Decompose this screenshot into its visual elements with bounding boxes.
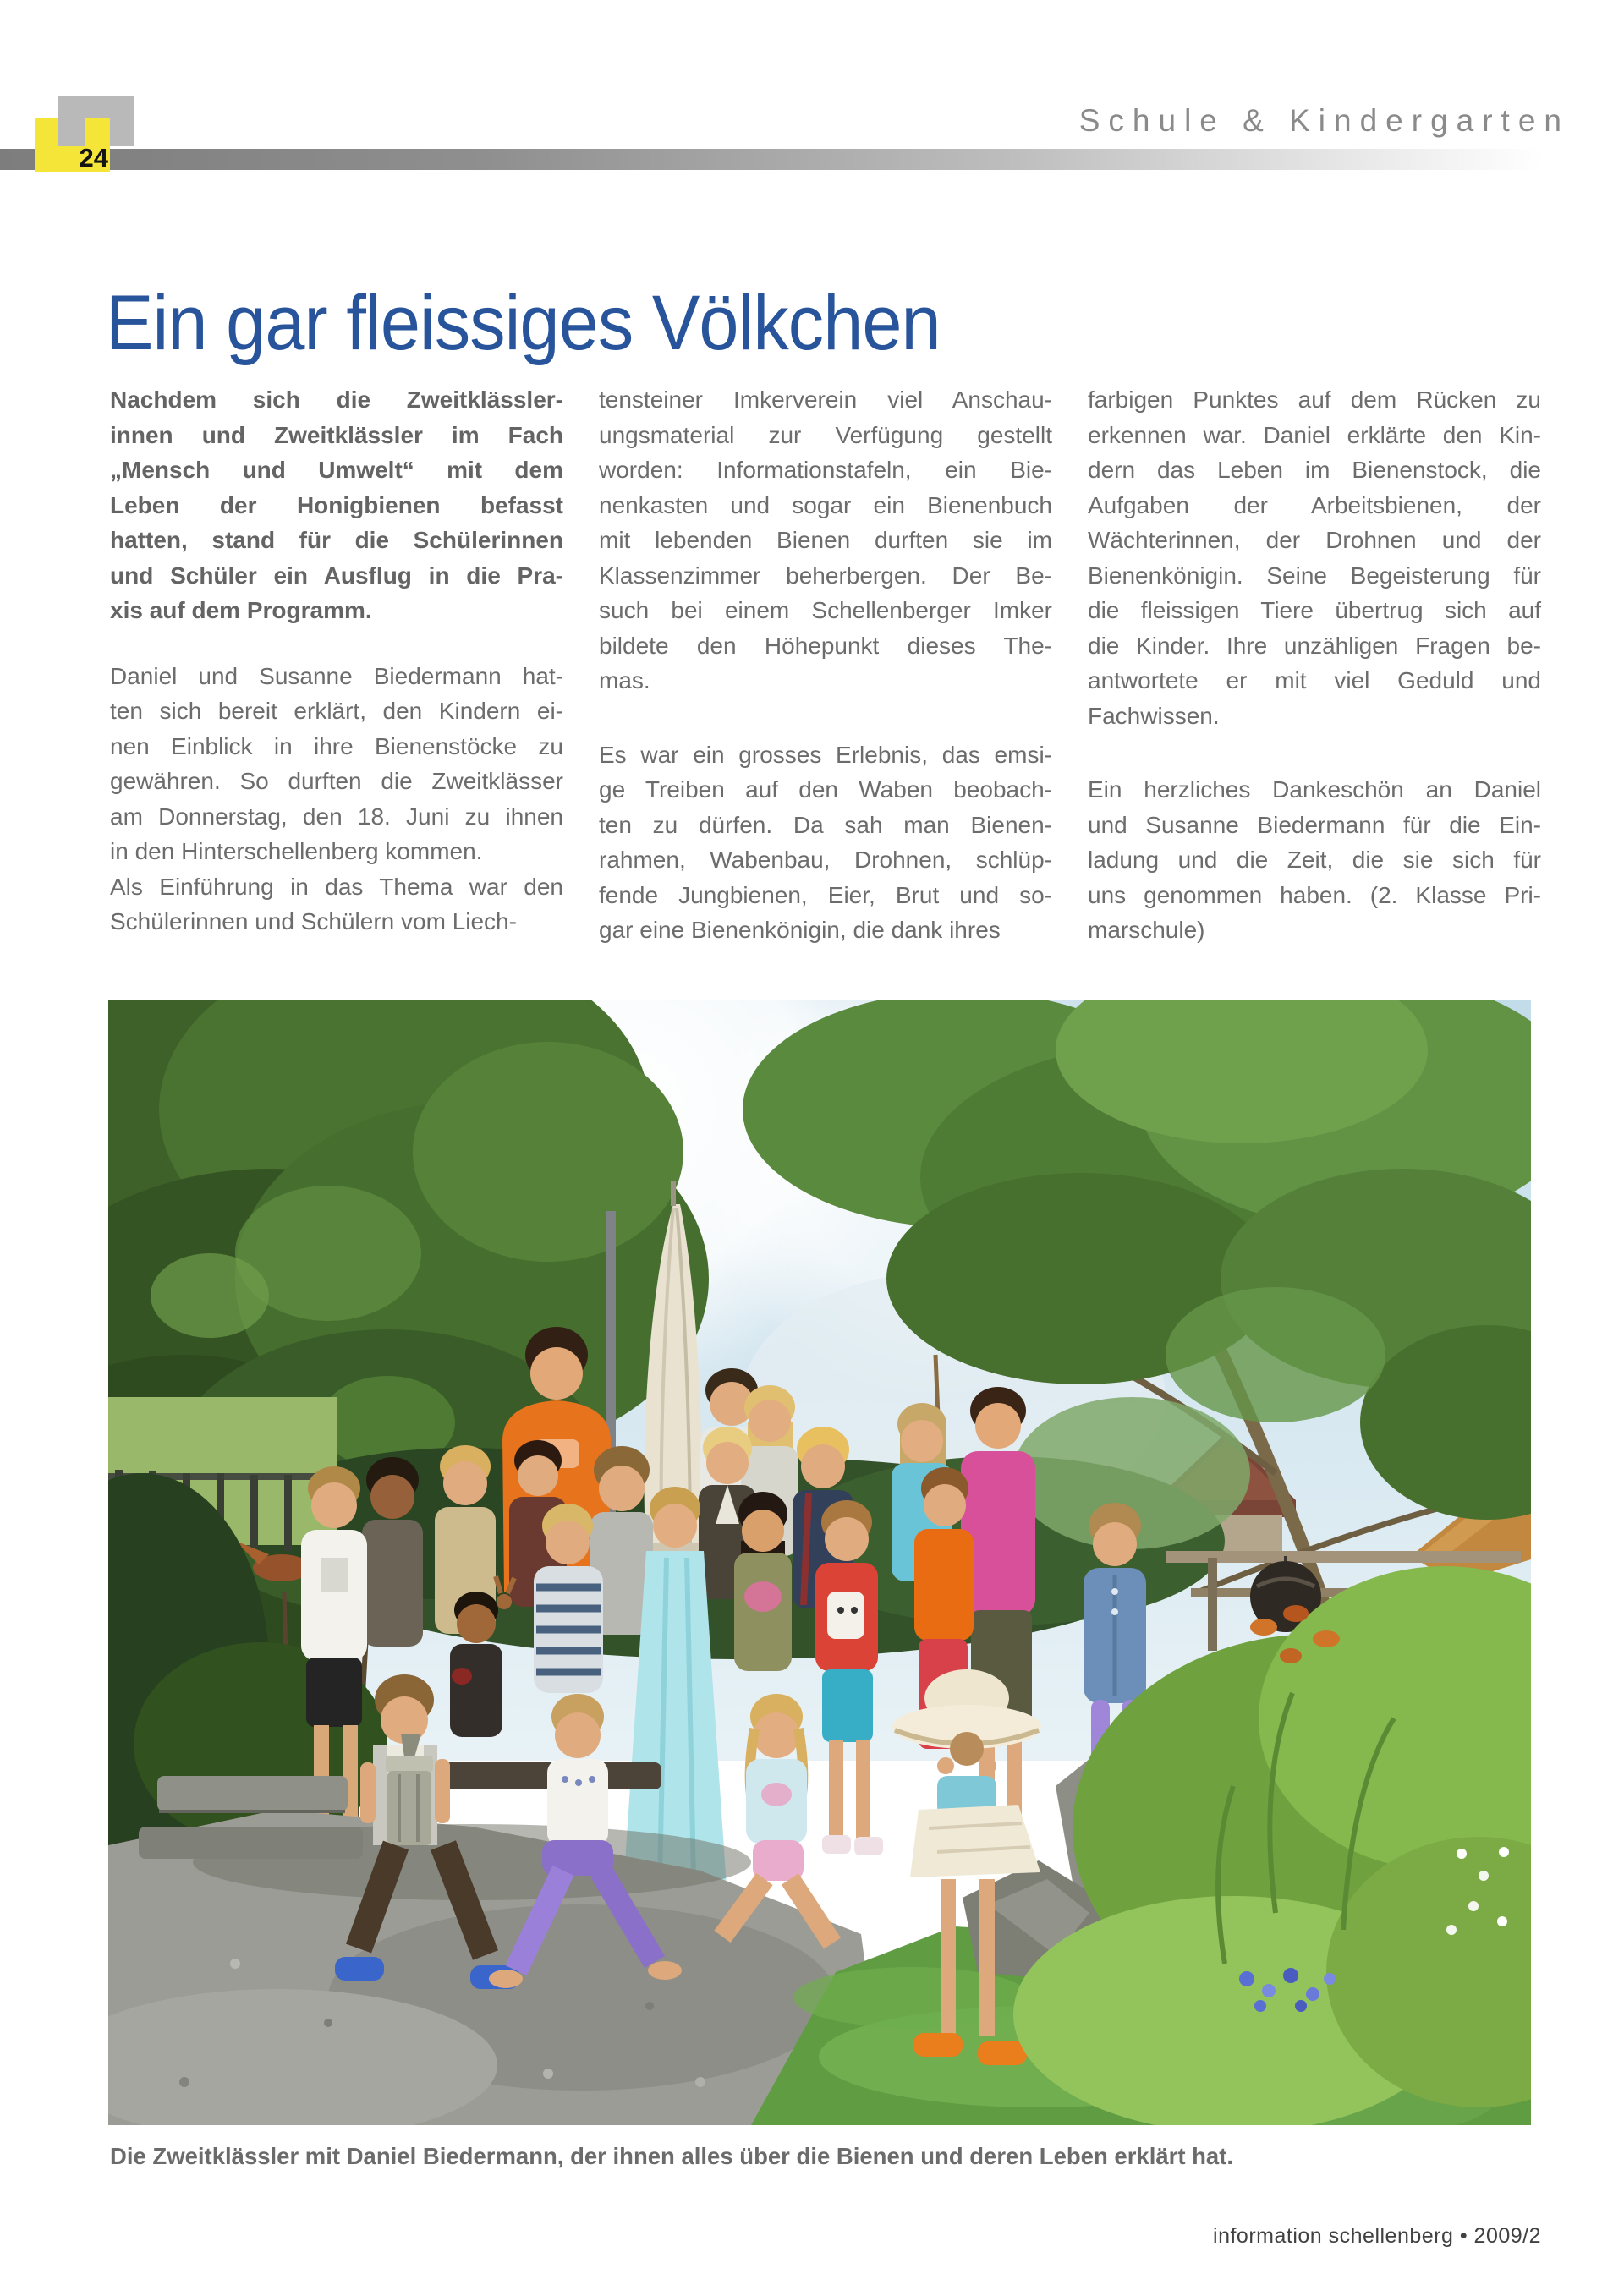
class-photo-figure (108, 1000, 1531, 2125)
text-line: Ein herzliches Dankeschön an Daniel (1088, 776, 1541, 803)
text-line: und Schüler ein Ausflug in die Pra- (110, 562, 563, 589)
text-line: Fachwissen. (1088, 702, 1220, 729)
text-line: gar eine Bienenkönigin, die dank ihres (599, 917, 1001, 943)
text-line: xis auf dem Programm. (110, 597, 372, 623)
paragraph (599, 382, 1052, 699)
child (734, 1492, 792, 1671)
page-footer: information schellenberg • 2009/2 (1213, 2224, 1541, 2248)
text-line: ungsmaterial zur Verfügung gestellt (599, 421, 1052, 448)
text-line: bildete den Höhepunkt dieses The- (599, 632, 1052, 659)
text-line: Es war ein grosses Erlebnis, das emsi- (599, 741, 1052, 768)
text-line: uns genommen haben. (2. Klasse Pri- (1088, 881, 1541, 908)
page-number: 24 (79, 143, 108, 173)
text-line: antwortete er mit viel Geduld und (1088, 667, 1541, 693)
text-line: ten sich bereit erklärt, den Kindern ei- (110, 698, 563, 724)
text-line: such bei einem Schellenberger Imker (599, 597, 1052, 623)
text-line: Bienenkönigin. Seine Begeisterung für (1088, 562, 1541, 589)
text-line: worden: Informationstafeln, ein Bie- (599, 457, 1052, 483)
article-columns (110, 382, 1541, 948)
text-line: nen Einblick in ihre Bienenstöcke zu (110, 732, 563, 759)
text-line: am Donnerstag, den 18. Juni zu ihnen (110, 803, 563, 830)
text-column (599, 382, 1052, 948)
paragraph (1088, 772, 1541, 948)
child (362, 1457, 423, 1647)
paragraph (110, 869, 563, 940)
text-line: Wächterinnen, der Drohnen und der (1088, 527, 1541, 553)
text-line: nenkasten und sogar ein Bienenbuch (599, 491, 1052, 518)
text-line: Nachdem sich die Zweitklässler- (110, 386, 563, 413)
paragraph (110, 659, 563, 869)
text-line: Als Einführung in das Thema war den (110, 873, 563, 900)
photo-caption: Die Zweitklässler mit Daniel Biedermann, der ihnen alles über die Bienen und deren Leben erklärt hat. (110, 2143, 1234, 2169)
text-line: Daniel und Susanne Biedermann hat- (110, 662, 563, 689)
text-line: Leben der Honigbienen befasst (110, 491, 563, 518)
text-line: fende Jungbienen, Eier, Brut und so- (599, 881, 1052, 908)
text-line: die Kinder. Ihre unzähligen Fragen be- (1088, 632, 1541, 659)
text-line: hatten, stand für die Schülerinnen (110, 527, 563, 553)
text-line: marschule) (1088, 917, 1205, 943)
text-column (110, 382, 563, 948)
article-title: Ein gar fleissiges Völkchen (106, 279, 941, 366)
text-line: ladung und die Zeit, die sie sich für (1088, 847, 1541, 873)
text-line: Schülerinnen und Schülern vom Liech- (110, 908, 517, 934)
text-line: Aufgaben der Arbeitsbienen, der (1088, 491, 1541, 518)
header-gradient-bar (0, 149, 1624, 170)
text-line: ge Treiben auf den Waben beobach- (599, 776, 1052, 803)
text-line: „Mensch und Umwelt“ mit dem (110, 457, 563, 483)
text-line: in den Hinterschellenberg kommen. (110, 838, 483, 864)
text-line: und Susanne Biedermann für die Ein- (1088, 811, 1541, 838)
text-line: erkennen war. Daniel erklärte den Kin- (1088, 421, 1541, 448)
text-line: dern das Leben im Bienenstock, die (1088, 457, 1541, 483)
text-line: ten zu dürfen. Da sah man Bienen- (599, 811, 1052, 838)
text-line: mit lebenden Bienen durften sie im (599, 527, 1052, 553)
class-photo (108, 1000, 1531, 2125)
text-line: tensteiner Imkerverein viel Anschau- (599, 386, 1052, 413)
paragraph (110, 382, 563, 628)
paragraph (1088, 382, 1541, 733)
text-line: die fleissigen Tiere übertrug sich auf (1088, 597, 1541, 623)
text-line: rahmen, Wabenbau, Drohnen, schlüp- (599, 847, 1052, 873)
paragraph (599, 737, 1052, 948)
text-column (1088, 382, 1541, 948)
text-line: farbigen Punktes auf dem Rücken zu (1088, 386, 1541, 413)
text-line: gewähren. So durften die Zweitklässer (110, 768, 563, 794)
text-line: innen und Zweitklässler im Fach (110, 421, 563, 448)
text-line: Klassenzimmer beherbergen. Der Be- (599, 562, 1052, 589)
section-label: Schule & Kindergarten (1078, 103, 1570, 138)
text-line: mas. (599, 667, 650, 693)
